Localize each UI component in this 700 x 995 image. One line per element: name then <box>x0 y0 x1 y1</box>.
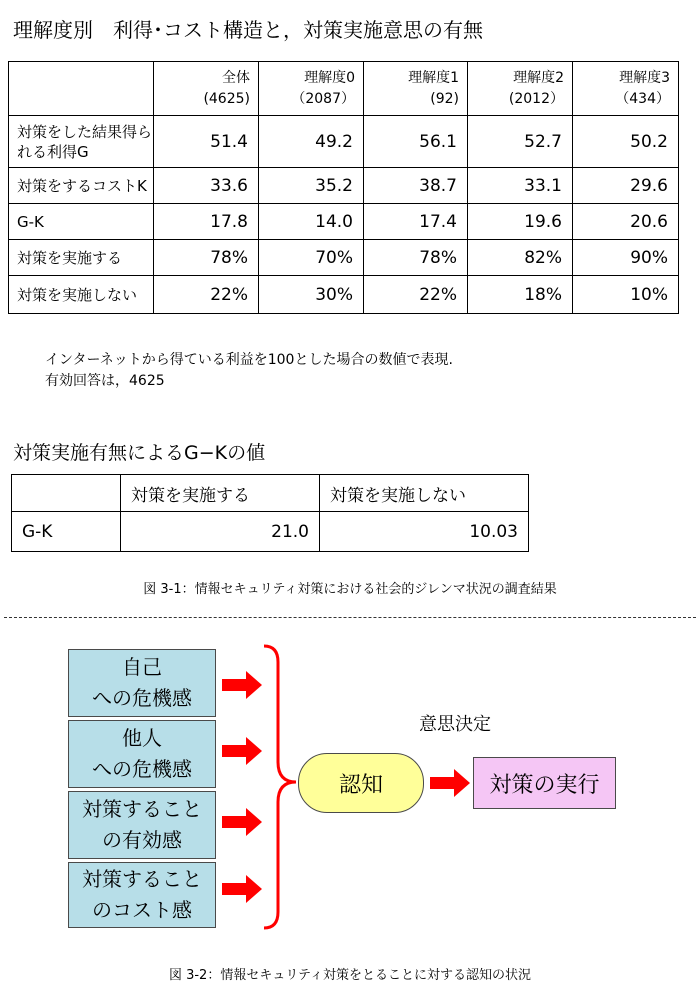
right-arrow-icon <box>222 671 262 699</box>
table-cell: 51.4 <box>154 116 259 168</box>
table-cell: 19.6 <box>468 204 573 240</box>
header-cell: 対策を実施しない <box>320 475 529 512</box>
factor-box-others-risk: 他人 への危機感 <box>68 720 216 788</box>
factor-box-self-risk: 自己 への危機感 <box>68 649 216 717</box>
table-header-row <box>12 475 529 512</box>
table-cell: 82% <box>468 240 573 276</box>
table-cell: 29.6 <box>573 168 679 204</box>
row-label: 対策を実施する <box>9 240 154 276</box>
table-row <box>9 168 679 204</box>
header-cell: 理解度3 （434） <box>573 62 679 116</box>
dashed-divider <box>4 617 696 618</box>
row-label: 対策を実施しない <box>9 276 154 314</box>
note-line: 有効回答は，4625 <box>45 373 165 389</box>
right-arrow-icon <box>222 737 262 765</box>
table-cell: 35.2 <box>259 168 364 204</box>
header-cell: 対策を実施する <box>121 475 320 512</box>
table-cell: 18% <box>468 276 573 314</box>
header-corner-cell <box>9 62 154 116</box>
decision-label: 意思決定 <box>419 714 491 735</box>
header-corner-cell <box>12 475 121 512</box>
table-cell: 50.2 <box>573 116 679 168</box>
header-cell: 理解度1 (92) <box>364 62 468 116</box>
table-row <box>9 276 679 314</box>
header-cell: 全体 (4625) <box>154 62 259 116</box>
curly-brace-icon <box>260 640 300 940</box>
table-cell: 33.1 <box>468 168 573 204</box>
table-cell: 38.7 <box>364 168 468 204</box>
comprehension-table <box>8 61 679 314</box>
row-label: 対策をした結果得られる利得G <box>9 116 154 168</box>
table-cell: 78% <box>154 240 259 276</box>
section-title-1: 理解度別 利得･コスト構造と，対策実施意思の有無 <box>13 18 483 42</box>
table-cell: 52.7 <box>468 116 573 168</box>
table-row <box>9 204 679 240</box>
header-cell: 理解度0 （2087） <box>259 62 364 116</box>
figure-caption-1: 図 3-1：情報セキュリティ対策における社会的ジレンマ状況の調査結果 <box>143 582 557 597</box>
table-cell: 14.0 <box>259 204 364 240</box>
note-line: インターネットから得ている利益を100とした場合の数値で表現. <box>45 352 453 368</box>
factor-box-effectiveness: 対策すること の有効感 <box>68 791 216 859</box>
table-cell: 90% <box>573 240 679 276</box>
table-cell: 22% <box>154 276 259 314</box>
cognition-node: 認知 <box>298 753 424 813</box>
gk-table <box>11 474 529 552</box>
table-note <box>45 350 453 392</box>
row-label: G-K <box>9 204 154 240</box>
header-cell: 理解度2 (2012） <box>468 62 573 116</box>
right-arrow-icon <box>222 808 262 836</box>
table-cell: 21.0 <box>121 512 320 552</box>
section-title-2: 対策実施有無によるG−Kの値 <box>13 442 266 464</box>
table-cell: 20.6 <box>573 204 679 240</box>
row-label: G-K <box>12 512 121 552</box>
table-cell: 56.1 <box>364 116 468 168</box>
right-arrow-icon <box>222 875 262 903</box>
table-cell: 70% <box>259 240 364 276</box>
table-cell: 22% <box>364 276 468 314</box>
table-cell: 10% <box>573 276 679 314</box>
table-cell: 17.4 <box>364 204 468 240</box>
table-cell: 10.03 <box>320 512 529 552</box>
factor-box-cost: 対策すること のコスト感 <box>68 862 216 928</box>
table-cell: 17.8 <box>154 204 259 240</box>
table-cell: 49.2 <box>259 116 364 168</box>
action-node: 対策の実行 <box>473 757 616 809</box>
table-cell: 78% <box>364 240 468 276</box>
table-cell: 33.6 <box>154 168 259 204</box>
table-row <box>12 512 529 552</box>
table-row <box>9 240 679 276</box>
row-label: 対策をするコストK <box>9 168 154 204</box>
table-row <box>9 116 679 168</box>
table-header-row <box>9 62 679 116</box>
right-arrow-icon <box>430 769 470 797</box>
figure-caption-2: 図 3-2：情報セキュリティ対策をとることに対する認知の状況 <box>168 968 532 983</box>
table-cell: 30% <box>259 276 364 314</box>
